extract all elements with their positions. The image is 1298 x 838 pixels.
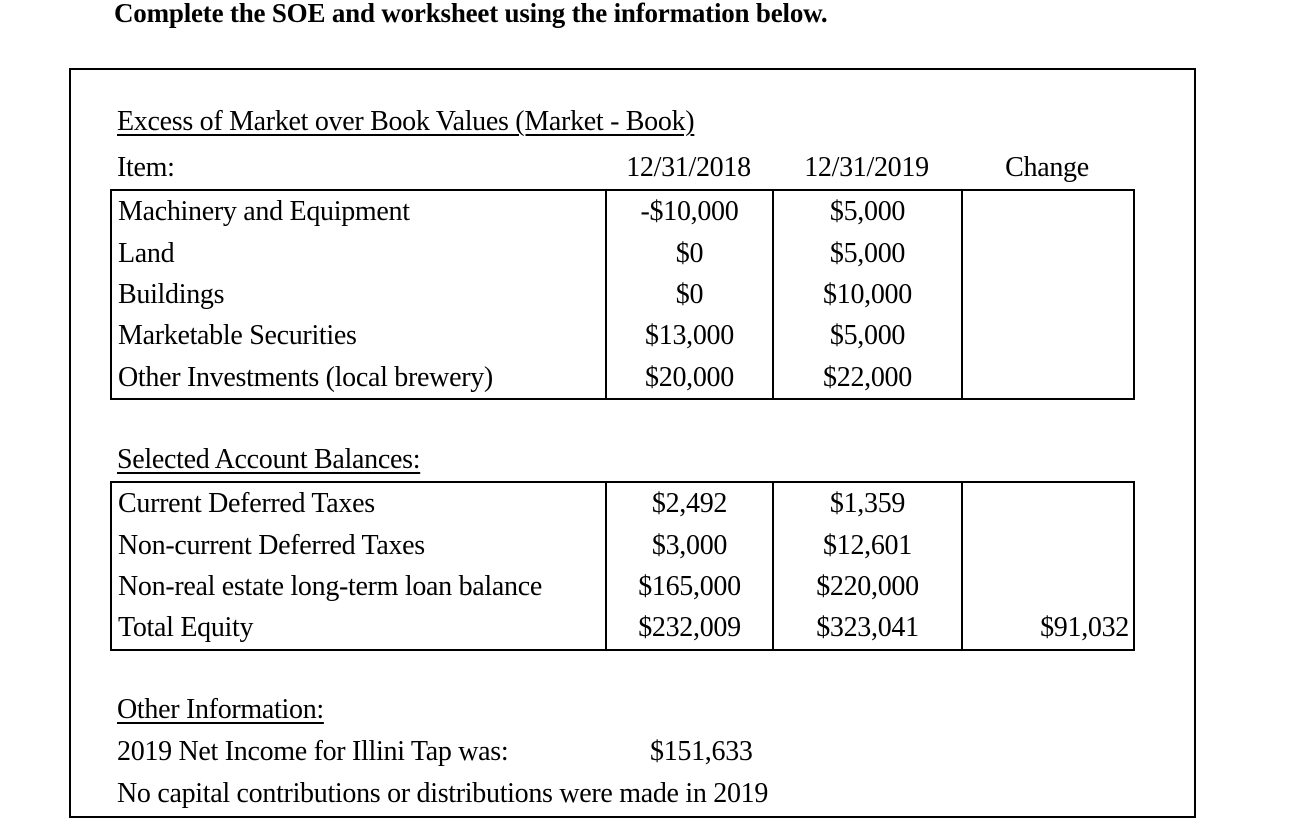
table-row (111, 274, 1134, 315)
change-cell[interactable] (962, 482, 1134, 524)
capital-note: No capital contributions or distributions were made in 2019 (117, 778, 769, 809)
value-2019-cell: $323,041 (773, 607, 962, 649)
item-cell: Total Equity (111, 607, 606, 649)
table-row (111, 566, 1134, 607)
item-cell: Current Deferred Taxes (111, 482, 606, 524)
excess-section-title: Excess of Market over Book Values (Market - Book) (117, 106, 695, 137)
change-cell[interactable] (962, 566, 1134, 607)
table-row (111, 190, 1134, 232)
value-2019-cell: $5,000 (773, 315, 962, 356)
value-2019-cell: $10,000 (773, 274, 962, 315)
col-header-2019: 12/31/2019 (804, 152, 929, 183)
value-2018-cell: $165,000 (606, 566, 773, 607)
change-cell[interactable] (962, 315, 1134, 356)
page-heading: Complete the SOE and worksheet using the information below. (114, 0, 828, 28)
item-cell: Machinery and Equipment (111, 190, 606, 232)
balances-section-title: Selected Account Balances: (117, 444, 421, 475)
value-2018-cell: $20,000 (606, 357, 773, 399)
value-2018-cell: -$10,000 (606, 190, 773, 232)
change-cell: $91,032 (962, 607, 1134, 649)
excess-table (110, 189, 1135, 400)
value-2018-cell: $0 (606, 274, 773, 315)
item-cell: Non-current Deferred Taxes (111, 524, 606, 565)
value-2019-cell: $12,601 (773, 524, 962, 565)
value-2019-cell: $5,000 (773, 190, 962, 232)
value-2018-cell: $3,000 (606, 524, 773, 565)
value-2018-cell: $0 (606, 232, 773, 273)
change-cell[interactable] (962, 232, 1134, 273)
value-2019-cell: $5,000 (773, 232, 962, 273)
table-row (111, 232, 1134, 273)
value-2019-cell: $1,359 (773, 482, 962, 524)
other-section-title: Other Information: (117, 694, 324, 725)
table-row (111, 315, 1134, 356)
net-income-value: $151,633 (650, 736, 753, 767)
item-cell: Marketable Securities (111, 315, 606, 356)
table-row (111, 607, 1134, 649)
item-column-header: Item: (117, 152, 175, 183)
item-cell: Land (111, 232, 606, 273)
item-cell: Other Investments (local brewery) (111, 357, 606, 399)
item-cell: Buildings (111, 274, 606, 315)
change-cell[interactable] (962, 190, 1134, 232)
col-header-change: Change (1005, 152, 1089, 183)
value-2018-cell: $2,492 (606, 482, 773, 524)
table-row (111, 357, 1134, 399)
value-2018-cell: $13,000 (606, 315, 773, 356)
balances-table (110, 481, 1135, 651)
value-2019-cell: $220,000 (773, 566, 962, 607)
net-income-label: 2019 Net Income for Illini Tap was: (117, 736, 509, 767)
change-cell[interactable] (962, 524, 1134, 565)
change-cell[interactable] (962, 357, 1134, 399)
table-row (111, 524, 1134, 565)
col-header-2018: 12/31/2018 (626, 152, 751, 183)
value-2019-cell: $22,000 (773, 357, 962, 399)
change-cell[interactable] (962, 274, 1134, 315)
item-cell: Non-real estate long-term loan balance (111, 566, 606, 607)
table-row (111, 482, 1134, 524)
value-2018-cell: $232,009 (606, 607, 773, 649)
